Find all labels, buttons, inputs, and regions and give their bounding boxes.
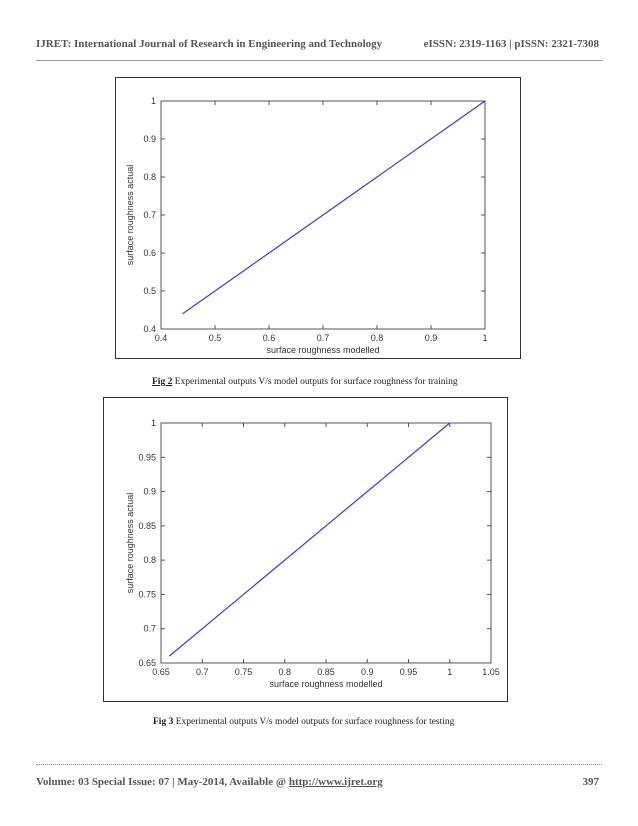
journal-title: IJRET: International Journal of Research in Engineering and Technology xyxy=(36,38,383,50)
chart3-x-tick-label: 0.75 xyxy=(234,667,253,677)
footer-rule xyxy=(36,764,602,765)
chart2-y-tick-label: 1 xyxy=(150,96,156,106)
chart2-y-tick-label: 0.7 xyxy=(143,210,156,220)
chart2-y-tick-label: 0.9 xyxy=(143,134,156,144)
chart2-x-tick-label: 0.7 xyxy=(316,333,330,343)
page-number: 397 xyxy=(582,776,599,788)
chart2-x-tick-label: 0.6 xyxy=(262,333,276,343)
chart3-x-tick-label: 0.8 xyxy=(278,667,292,677)
chart3-x-tick-label: 0.9 xyxy=(360,667,374,677)
issn-text: eISSN: 2319-1163 | pISSN: 2321-7308 xyxy=(423,38,599,50)
chart2-y-tick-label: 0.6 xyxy=(143,248,156,258)
chart3-y-axis-label: surface roughness actual xyxy=(125,492,135,594)
chart2-y-tick-label: 0.4 xyxy=(143,324,156,334)
figure-2-caption xyxy=(152,377,458,387)
chart3-y-tick-label: 0.65 xyxy=(138,658,156,668)
header-rule xyxy=(36,60,602,61)
chart3-x-tick-label: 1 xyxy=(447,667,453,677)
chart2-y-axis-label: surface roughness actual xyxy=(125,164,135,266)
chart3-x-tick-label: 0.65 xyxy=(152,667,170,677)
chart3-y-tick-label: 0.95 xyxy=(138,452,156,463)
figure-3-frame xyxy=(103,397,508,702)
chart2-y-tick-label: 0.8 xyxy=(143,172,156,182)
chart3-plot-area xyxy=(161,423,491,663)
chart2-x-tick-label: 0.9 xyxy=(424,333,438,343)
chart2-x-tick-label: 0.5 xyxy=(208,333,222,343)
figure-3-caption xyxy=(153,717,454,727)
footer-volume-text: Volume: 03 Special Issue: 07 | May-2014, Available @ xyxy=(36,776,287,788)
footer-volume xyxy=(36,776,383,788)
chart3-x-axis-label: surface roughness modelled xyxy=(269,679,383,689)
chart2-x-tick-label: 1 xyxy=(482,333,488,343)
chart3-x-tick-label: 0.7 xyxy=(195,667,209,677)
footer-url-link[interactable]: http://www.ijret.org xyxy=(288,776,383,788)
figure-2-caption-text: Experimental outputs V/s model outputs for surface roughness for training xyxy=(174,377,458,387)
chart3-x-tick-label: 0.85 xyxy=(317,667,335,677)
figure-2-frame xyxy=(115,77,521,359)
chart3-y-tick-label: 0.8 xyxy=(143,555,156,566)
chart3-y-tick-label: 1 xyxy=(150,418,156,428)
chart2-x-tick-label: 0.4 xyxy=(154,333,168,343)
chart2-x-tick-label: 0.8 xyxy=(370,333,384,343)
figure-3-chart xyxy=(104,398,507,701)
figure-2-label: Fig 2 xyxy=(152,377,173,387)
chart2-y-tick-label: 0.5 xyxy=(143,286,156,296)
figure-2-chart xyxy=(116,78,520,358)
chart3-x-tick-label: 0.95 xyxy=(399,667,418,677)
chart3-y-tick-label: 0.85 xyxy=(138,520,156,531)
chart2-x-axis-label: surface roughness modelled xyxy=(266,345,380,355)
chart3-y-tick-label: 0.9 xyxy=(143,486,156,497)
chart3-y-tick-label: 0.75 xyxy=(138,589,156,600)
figure-3-label: Fig 3 xyxy=(153,717,174,727)
chart3-y-tick-label: 0.7 xyxy=(143,623,156,634)
figure-3-caption-text: Experimental outputs V/s model outputs for surface roughness for testing xyxy=(175,717,455,727)
chart3-x-tick-label: 1.05 xyxy=(482,667,500,677)
